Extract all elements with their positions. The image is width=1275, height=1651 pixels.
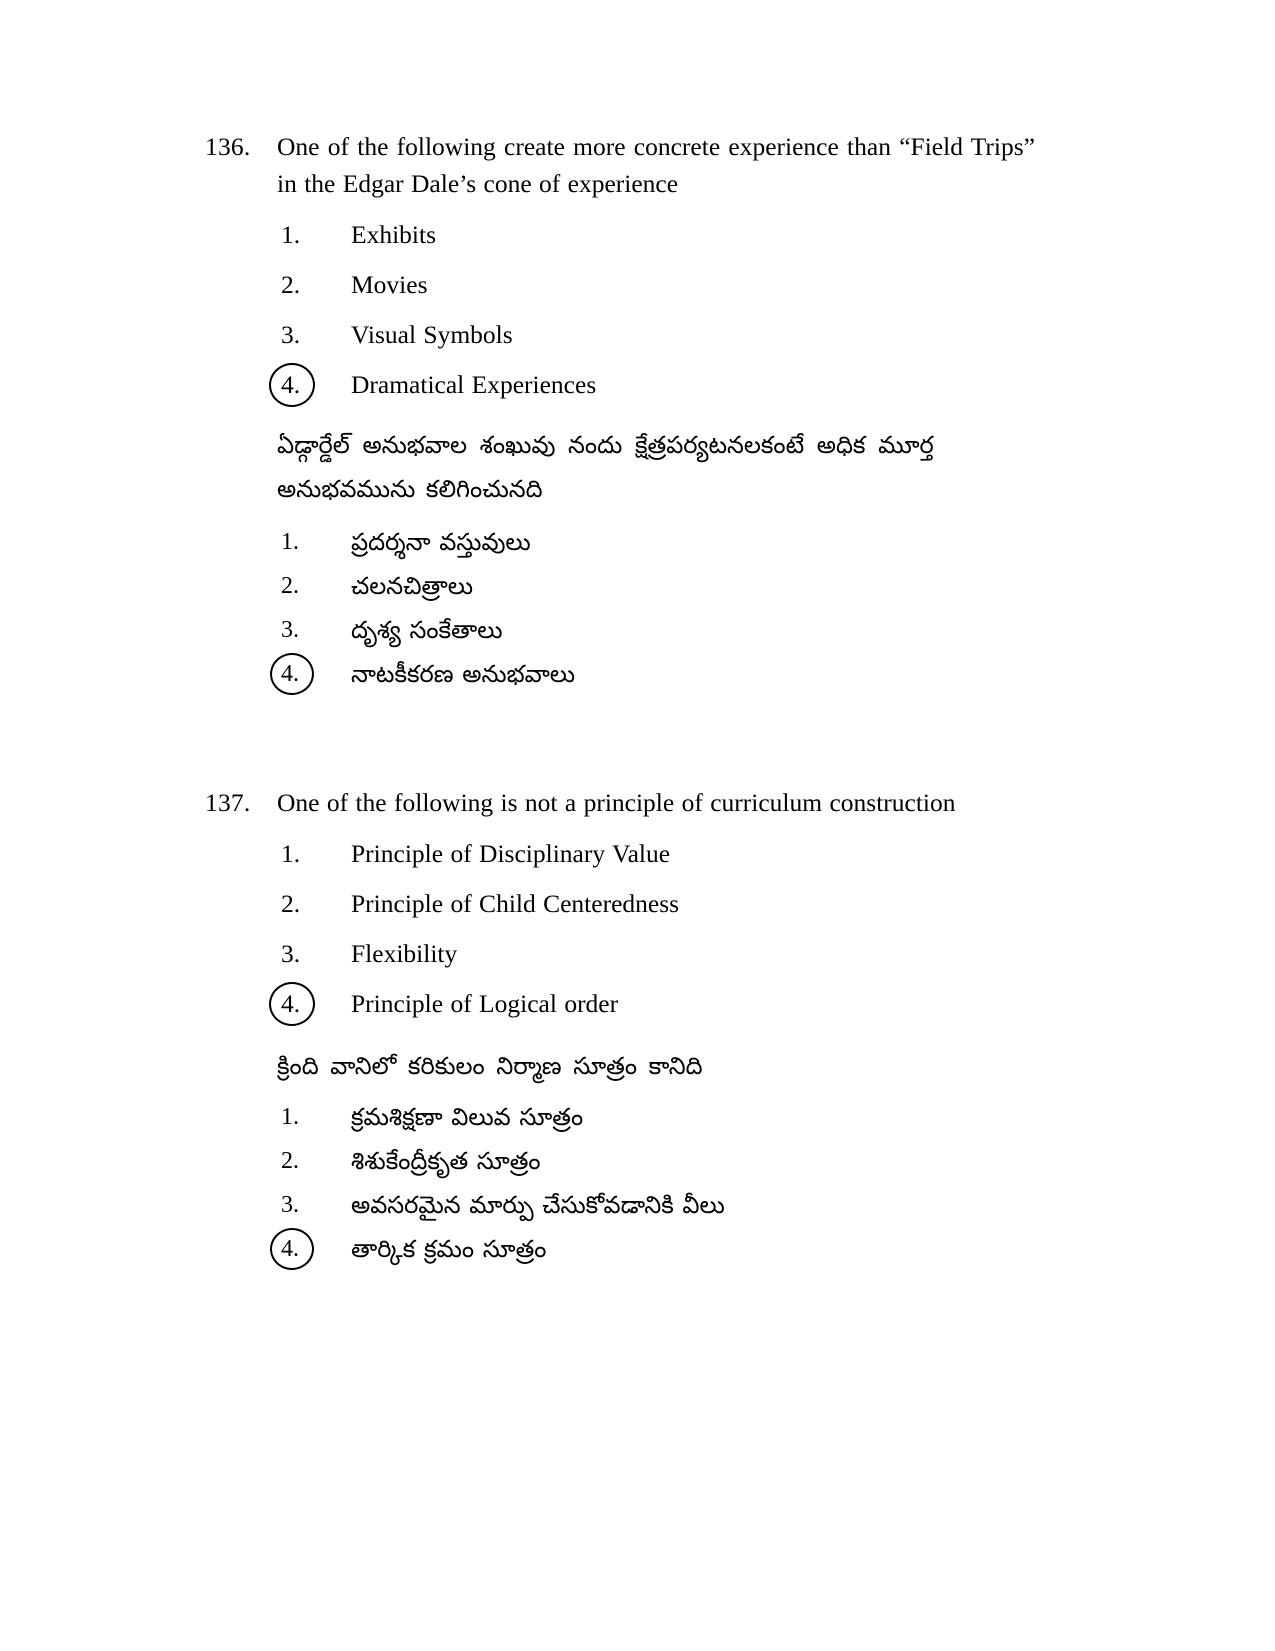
option-marker-te-136-2: 2. [281, 573, 299, 599]
option-marker-en-137-3: 3. [281, 939, 301, 968]
option-marker-label: 4. [281, 661, 299, 687]
options-te-136 [205, 526, 1035, 692]
option-marker-te-137-4 [277, 1233, 351, 1265]
option-marker-te-136-4 [277, 658, 351, 690]
option-marker-en-136-2: 2. [281, 270, 301, 299]
selected-answer-circle-icon [269, 652, 316, 697]
question-text-en-136: One of the following create more concrete experience than “Field Trips” in the Edgar Dale’s cone of experience [277, 132, 1035, 198]
option-row-te-137-2[interactable] [205, 1145, 1035, 1179]
question-text-te-136 [205, 424, 997, 512]
question-text-te-137 [205, 1047, 997, 1087]
question-separator-gap [205, 692, 1035, 784]
options-en-137 [205, 837, 1035, 1021]
option-text-en-137-3: Flexibility [351, 939, 458, 968]
question-block-136 [205, 128, 1035, 692]
option-row-en-137-3[interactable] [205, 937, 1035, 971]
option-row-te-137-3[interactable] [205, 1189, 1035, 1223]
option-text-te-137-2: శిశుకేంద్రీకృత సూత్రం [351, 1148, 541, 1175]
option-marker-te-137-3: 3. [281, 1192, 299, 1218]
option-text-te-136-4: నాటకీకరణ అనుభవాలు [351, 661, 576, 688]
question-number-136: 136. [205, 132, 251, 161]
option-row-te-137-4[interactable] [205, 1233, 1035, 1267]
question-block-137 [205, 784, 1035, 1267]
option-text-te-136-2: చలనచిత్రాలు [351, 573, 474, 600]
option-marker-label: 4. [281, 370, 301, 399]
option-marker-en-136-1: 1. [281, 220, 301, 249]
option-row-te-136-2[interactable] [205, 570, 1035, 604]
option-text-en-136-4: Dramatical Experiences [351, 370, 597, 399]
option-row-en-136-3[interactable] [205, 318, 1035, 352]
selected-answer-circle-icon [269, 1227, 316, 1272]
option-marker-label: 4. [281, 1236, 299, 1262]
option-text-te-136-3: దృశ్య సంకేతాలు [351, 617, 503, 644]
option-row-te-136-3[interactable] [205, 614, 1035, 648]
option-row-en-137-1[interactable] [205, 837, 1035, 871]
option-text-en-137-4: Principle of Logical order [351, 989, 619, 1018]
questions-container [205, 128, 1035, 1267]
question-text-te-137-line1: క్రింది వానిలో కరికులం నిర్మాణ సూత్రం కానిది [277, 1053, 703, 1080]
options-en-136 [205, 218, 1035, 402]
option-row-te-137-1[interactable] [205, 1101, 1035, 1135]
option-marker-en-137-2: 2. [281, 889, 301, 918]
option-row-en-137-4[interactable] [205, 987, 1035, 1021]
question-stem-row-136 [205, 128, 1035, 202]
option-row-te-136-1[interactable] [205, 526, 1035, 560]
option-marker-en-137-1: 1. [281, 839, 301, 868]
option-marker-te-136-1: 1. [281, 529, 299, 555]
selected-answer-circle-icon [268, 361, 317, 408]
option-text-te-136-1: ప్రదర్శనా వస్తువులు [351, 529, 531, 556]
option-row-en-136-4[interactable] [205, 368, 1035, 402]
option-marker-te-137-2: 2. [281, 1148, 299, 1174]
option-text-en-136-2: Movies [351, 270, 428, 299]
option-marker-en-136-4 [277, 368, 351, 402]
option-row-en-136-1[interactable] [205, 218, 1035, 252]
option-marker-te-137-1: 1. [281, 1104, 299, 1130]
question-text-en-137: One of the following is not a principle of curriculum construction [277, 788, 956, 817]
option-text-en-137-1: Principle of Disciplinary Value [351, 839, 671, 868]
option-text-te-137-3: అవసరమైన మార్పు చేసుకోవడానికి వీలు [351, 1192, 725, 1219]
option-marker-en-136-3: 3. [281, 320, 301, 349]
option-marker-en-137-4 [277, 987, 351, 1021]
option-row-en-137-2[interactable] [205, 887, 1035, 921]
options-te-137 [205, 1101, 1035, 1267]
question-text-te-136-line2: అనుభవమును కలిగించునది [277, 476, 543, 503]
option-text-te-137-4: తార్కిక క్రమం సూత్రం [351, 1236, 547, 1263]
option-marker-te-136-3: 3. [281, 617, 299, 643]
selected-answer-circle-icon [268, 980, 317, 1027]
option-text-en-136-1: Exhibits [351, 220, 437, 249]
question-number-137: 137. [205, 788, 251, 817]
option-text-te-137-1: క్రమశిక్షణా విలువ సూత్రం [351, 1104, 584, 1131]
option-text-en-136-3: Visual Symbols [351, 320, 513, 349]
option-text-en-137-2: Principle of Child Centeredness [351, 889, 680, 918]
option-marker-label: 4. [281, 989, 301, 1018]
option-row-en-136-2[interactable] [205, 268, 1035, 302]
question-stem-row-137 [205, 784, 1035, 821]
option-row-te-136-4[interactable] [205, 658, 1035, 692]
question-text-te-136-line1: ఏడ్గార్డేల్ అనుభవాల శంఖువు నందు క్షేత్రపర్యటనలకంటే అధిక మూర్త [277, 432, 934, 459]
